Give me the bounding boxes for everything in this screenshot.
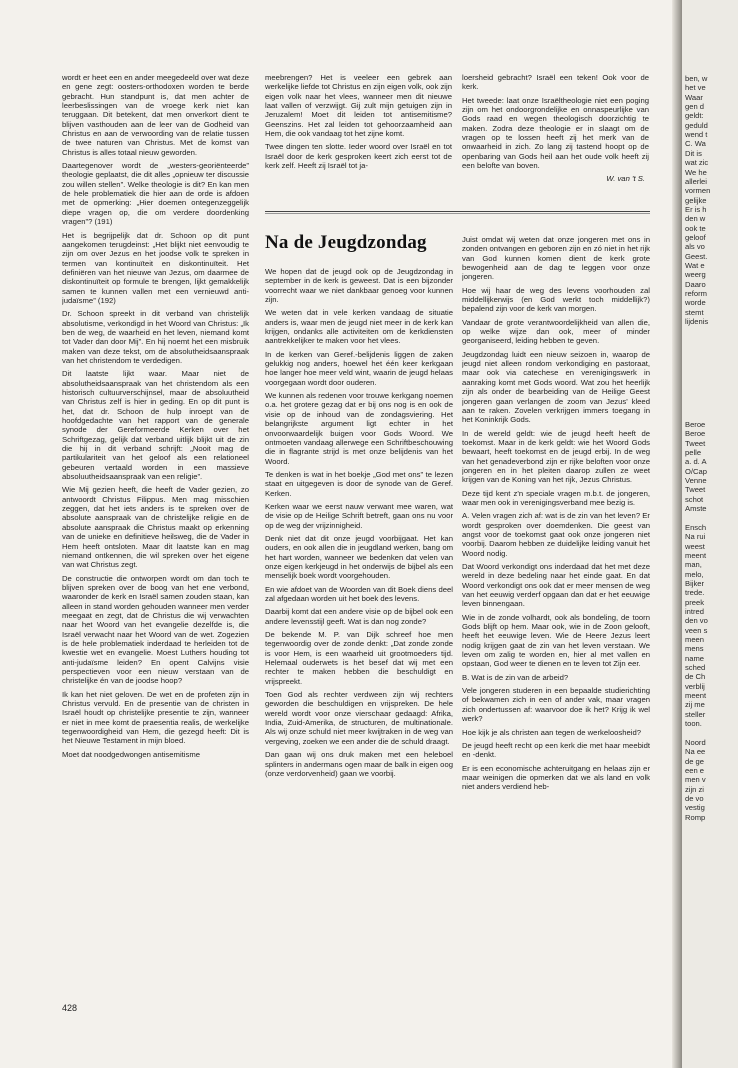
next-page-text-fragment: Tweet — [685, 485, 706, 495]
next-page-text-fragment: C. Wa — [685, 139, 706, 149]
paragraph: Wie Mij gezien heeft, die heeft de Vader gezien, zo antwoordt Christus Filippus. Men mag misschien zeggen, dat het iets anders is te spreken over de absolute aanspraak van de christelijke religie en de absolute aanspraak die Christus maakt op erkenning van de unieke en definitieve heilsweg, die de Vader in Hem heeft ontsloten. Maar dit laatste kan en mag niemand ontkennen, die wil spreken over het eigene van wat Christus zegt. — [62, 485, 249, 570]
paragraph: Vandaar de grote verantwoordelijkheid van allen die, op welke wijze dan ook, meer of minder georganiseerd, leiding hebben te geven. — [462, 317, 650, 346]
next-page-text-fragment: verblij — [685, 681, 705, 691]
paragraph: Twee dingen ten slotte. Ieder woord over Israël en tot Israël door de kerk gesproken keert zich eerst tot de kerk zelf. Heeft zij Israël tot ja- — [265, 142, 452, 171]
paragraph: In de wereld geldt: wie de jeugd heeft heeft de toekomst. Maar in de kerk geldt: wie het Woord Gods bewaart, heeft toekomst en de jeugd erbij. In de weg van het genadeverbond zijn er rijke beloften voor onze jongeren en in het pleiten daarop zullen ze weet krijgen van de Koning van het rijk, Jezus Christus. — [462, 428, 650, 485]
paragraph: Vele jongeren studeren in een bepaalde studierichting of bekwamen zich in een of ander vak, maar vragen zich ondertussen af: waarvoor doe ik het? Krijg ik wel werk? — [462, 686, 650, 724]
next-page-text-fragment: Noord — [685, 737, 706, 747]
next-page-text-fragment: Geest. — [685, 251, 708, 261]
next-page-text-fragment: Beroe — [685, 429, 706, 439]
column-1 — [62, 73, 249, 969]
next-page-text-fragment: geduld — [685, 120, 708, 130]
author-signature: W. van 't S. — [606, 174, 645, 184]
next-page-text-fragment: Bijker — [685, 578, 704, 588]
next-page-text-fragment: vormen — [685, 186, 711, 196]
paragraph: Daartegenover wordt de „westers-georiënteerde” theologie geplaatst, die dit alles „opnieuw ter discussie zou willen stellen”. Welke theologie is dit? En kan men de hele problematiek die hier aan de orde is afdoen met de opmerking: „Hier doemen ontegenzeggelijk diepe vragen op, die om verdere doordenking vragen”? (191) — [62, 161, 249, 227]
paragraph: Hoe kijk je als christen aan tegen de werkeloosheid? — [462, 727, 642, 737]
paragraph: Het tweede: laat onze Israëltheologie niet een poging zijn om het ondoorgrondelijke en onnaspeurlijke van Gods raad en wegen theologisch doorzichtig te maken. Zodra deze theologie er in slaagt om de vragen op te lossen heeft zij het merk van de onwaarheid in zich. Zo lang zij tastend hoopt op de openbaring van Gods heil aan het oude volk heeft zij een belofte van boven. — [462, 95, 649, 171]
next-page-text-fragment: Dit is — [685, 148, 702, 158]
next-page-text-fragment: ook te — [685, 223, 706, 233]
paragraph: Er is een economische achteruitgang en helaas zijn er maar weinigen die opmerken dat we als land en volk niet anders verdiend heb- — [462, 763, 650, 792]
paragraph: Hoe wij haar de weg des levens voorhouden zal middellijkerwijs (en God werkt toch middellijk?) bepalend zijn voor de kerk van morgen. — [462, 285, 650, 314]
next-page-text-fragment: Ensch — [685, 522, 707, 532]
next-page-text-fragment: het ve — [685, 83, 706, 93]
paragraph: Moet dat noodgedwongen antisemitisme — [62, 749, 201, 759]
next-page-text-fragment: Beroe — [685, 419, 706, 429]
next-page-text-fragment: stemt — [685, 307, 704, 317]
next-page-text-fragment: trede. — [685, 588, 705, 598]
next-page-text-fragment: Romp — [685, 812, 706, 822]
paragraph: We kunnen als redenen voor trouwe kerkgang noemen o.a. het grotere gezag dat er bij ons nog is en ook de visie op de inhoud van de zondagsviering. Het belangrijkste argument ligt echter in het onvoorwaardelijk buigen voor Gods Woord. We ontmoeten vandaag allerwege een Schriftbeschouwing die in flagrante strijd is met onze belijdenis van het Woord. — [265, 391, 453, 466]
next-page-text-fragment: a. d. A — [685, 457, 707, 467]
next-page-text-fragment: lijdenis — [685, 317, 709, 327]
next-page-text-fragment: als vo — [685, 242, 705, 252]
next-page-text-fragment: Wat e — [685, 261, 705, 270]
paragraph: wordt er heet een en ander meegedeeld over wat deze en gene zegt: oosters-orthodoxen worden te berde gebracht. Hun standpunt is, dat men achter de leerbeslissingen van de vroege kerk niet kan teruggaan. Dit betekent, dat men onverkort dient te blijven vasthouden aan de leer van de Godheid van Christus en aan de verwoording van de relatie tussen de twee naturen van Christus. Met de komst van Christus is alles totaal nieuw geworden. — [62, 73, 249, 157]
next-page-text-fragment: veen s — [685, 625, 708, 635]
section-divider-thin — [265, 213, 650, 214]
next-page-text-fragment: Na rui — [685, 532, 706, 542]
paragraph: A. Velen vragen zich af: wat is de zin van het leven? Er wordt gesproken over doemdenken. Die geest van angst voor de toekomst gaat ook onze jongeren niet voorbij. Daarom hebben ze duidelijke leiding vanuit het Woord nodig. — [462, 511, 650, 558]
next-page-text-fragment: reform — [685, 289, 707, 299]
next-page-text-fragment: allerlei — [685, 176, 707, 186]
next-page-text-fragment: intred — [685, 606, 704, 616]
next-page-text-fragment: meen — [685, 635, 704, 644]
next-page-text-fragment: Daaro — [685, 279, 706, 289]
paragraph: We hopen dat de jeugd ook op de Jeugdzondag in september in de kerk is geweest. Dat is een bijzonder voorrecht waar we niet dankbaar genoeg voor kunnen zijn. — [265, 267, 453, 305]
next-page-text-fragment: melo, — [685, 569, 704, 579]
paragraph: Jeugdzondag luidt een nieuw seizoen in, waarop de jeugd niet alleen rondom verkondiging en pastoraat, maar ook via catechese en verenigingswerk in aanraking komt met Gods woord. Wat zou het heerlijk zijn als onder de bearbeiding van de Heilige Geest jongeren gaan verlangen de zoom van Jezus' kleed aan te raken. Zovelen verkrijgen immers toegang in het Koninkrijk Gods. — [462, 349, 650, 425]
section-divider — [265, 211, 650, 212]
next-page-text-fragment: gen d — [685, 102, 705, 112]
next-page-text-fragment: geloof — [685, 232, 706, 242]
paragraph: Dit laatste lijkt waar. Maar niet de absolutheidsaanspraak van het christendom als een historisch cultuurverschijnsel, maar de absoluutheid van Christus zelf is hier in geding. En op dit punt is het, dat dr. Schoon de hulp inroept van de hoofdgedachte van het rapport van de generale synode der Gereformeerde Kerken over het Schriftgezag, gelijk dat verband uitlijk blijkt uit de zin die hij in dit verband schrijft: „Nooit mag de partikulariteit van het geloof als een relationeel gebeuren vertaald worden in een massieve absoluutheidsaanspraak van een religie”. — [62, 369, 249, 482]
next-page-text-fragment: men v — [685, 775, 706, 785]
next-page-text-fragment: den vo — [685, 616, 708, 626]
column-2-article — [265, 267, 453, 979]
next-page-text-fragment: steller — [685, 709, 706, 719]
next-page-text-fragment: den w — [685, 214, 706, 224]
next-page-text-fragment: gelijke — [685, 195, 707, 205]
next-page-text-fragment: de Ch — [685, 672, 706, 682]
column-3-top — [462, 73, 649, 188]
paragraph: Deze tijd kent z'n speciale vragen m.b.t. de jongeren, waar men ook in verenigingsverband mee bezig is. — [462, 488, 650, 507]
paragraph: Wie in de zonde volhardt, ook als bondeling, de toorn Gods blijft op hem. Maar ook, wie in de Zoon gelooft, heeft het eeuwige leven. Wie de Heere Jezus leert nodig krijgen gaat de zin van het leven verstaan. We leven om zalig te worden en, hier al met vallen en opstaan, God weer te dienen en te leven tot Zijn eer. — [462, 612, 650, 669]
paragraph: Dr. Schoon spreekt in dit verband van christelijk absolutisme, verkondigd in het Woord van Christus: „Ik ben de weg, de waarheid en het leven, niemand komt tot Vader dan door Mij”. En hij noemt het een misbruik maken van deze tekst, om de absolutheidsaanspraak van het christendom te verdedigen. — [62, 309, 249, 365]
paragraph: De bekende M. P. van Dijk schreef hoe men tegenwoordig over de zonde denkt: „Dat zonde zonde is voor Hem, is een waarheid uit grootmoeders tijd. Helemaal ouderwets is het besef dat wij met een rechter te maken hebben die beschuldigt en vrijspreekt. — [265, 630, 453, 686]
next-page-text-fragment: de vo — [685, 793, 704, 803]
next-page-text-fragment: worde — [685, 298, 706, 308]
next-page-text-fragment: O/Cap — [685, 466, 707, 476]
next-page-text-fragment: een e — [685, 765, 705, 775]
next-page-text-fragment: wat zic — [685, 158, 709, 168]
column-2-top — [265, 73, 452, 188]
next-page-text-fragment: vestig — [685, 803, 705, 813]
paragraph: De constructie die ontworpen wordt om dan toch te blijven spreken over de boog van het ene verbond, waaronder de kerk en Israël samen zouden staan, kan alleen in stand worden gehouden wanneer men verder meegaat en zegt, dat de Christus die wij verwachten naar het Woord van het evangelie dezelfde is, die Israël verwacht naar het Woord van de wet. Zogezien is de hele problematiek inderdaad te herleiden tot de kwestie wet en evangelie. Moest Luthers houding tot anti-judaïsme leiden? En opent Calvijns visie perspectieven voor een nieuw verstaan van de christelijke én van de joodse hoop? — [62, 573, 249, 686]
paragraph: B. Wat is de zin van de arbeid? — [462, 672, 569, 682]
next-page-text-fragment: Venne — [685, 476, 707, 486]
next-page-text-fragment: weest — [685, 541, 705, 551]
next-page-text-fragment: We he — [685, 167, 707, 177]
next-page-text-fragment: weerg — [685, 270, 706, 280]
paragraph: Dan gaan wij ons druk maken met een heleboel splinters in andermans ogen maar de balk in eigen oog (onze verdorvenheid) gaan we voorbij. — [265, 750, 453, 778]
next-page-text-fragment: toon. — [685, 719, 702, 729]
next-page-text-fragment: sched — [685, 663, 706, 673]
column-3-article — [462, 235, 650, 979]
next-page-text-fragment: Er is h — [685, 204, 707, 214]
next-page-text-fragment: preek — [685, 597, 704, 607]
next-page-text-fragment: meent — [685, 550, 707, 560]
paragraph: In de kerken van Geref.-belijdenis liggen de zaken gelukkig nog anders, hoewel het één keer kerkgaan hoe langer hoe meer veld wint, waarin de jeugd helaas voorgegaan wordt door ouderen. — [265, 349, 453, 387]
next-page-text-fragment: man, — [685, 560, 702, 570]
next-page-text-fragment: Waar — [685, 92, 703, 102]
paragraph: De jeugd heeft recht op een kerk die met haar meebidt en -denkt. — [462, 740, 650, 760]
next-page-text-fragment: Amste — [685, 504, 707, 514]
next-page-text-fragment: ben, w — [685, 74, 708, 83]
next-page-edge — [682, 0, 738, 1068]
paragraph: Het is begrijpelijk dat dr. Schoon op dit punt aangekomen terugdeinst: „Het blijkt niet eenvoudig te zijn om over Jezus en het joodse volk te spreken in termen van kontinuïteit en diskontinuïteit. Het definiëren van het nieuwe van Jezus, om daarmee de diskontinuïteit op formule te brengen, lijkt gemakkelijk samen te kunnen vallen met een vernieuwd anti-judaïsme” (192) — [62, 230, 249, 305]
next-page-text-fragment: pelle — [685, 448, 702, 457]
next-page-text-fragment: name — [685, 653, 704, 663]
next-page-text-fragment: de ge — [685, 756, 705, 766]
paragraph: Te denken is wat in het boekje „God met ons” te lezen staat en uitgegeven is door de synode van de Geref. Kerken. — [265, 469, 453, 498]
paragraph: Kerken waar we eerst nauw verwant mee waren, wat de visie op de Heilige Schrift betreft, gaan ons nu voor op de weg der vrijzinnigheid. — [265, 501, 453, 530]
paragraph: We weten dat in vele kerken vandaag de situatie anders is, waar men de jeugd niet meer in de kerk kan krijgen, ondanks alle activiteiten om de kerkdiensten aantrekkelijker te maken voor het vlees. — [265, 308, 453, 346]
next-page-text-fragment: Tweet — [685, 438, 706, 448]
next-page-text-fragment: zijn zi — [685, 784, 704, 794]
next-page-text-fragment: zij me — [685, 700, 705, 710]
paragraph: Juist omdat wij weten dat onze jongeren met ons in zonden ontvangen en geboren zijn en zó niet in het rijk van God kunnen komen dient de kerk grote bewogenheid aan de dag te leggen voor onze jongeren. — [462, 235, 650, 282]
book-gutter — [672, 0, 682, 1068]
next-page-text-fragment: meent — [685, 691, 707, 701]
paragraph: En wie afdoet van de Woorden van dit Boek diens deel zal afgedaan worden uit het boek des levens. — [265, 584, 453, 603]
next-page-text-fragment: schot — [685, 494, 704, 504]
article-title: Na de Jeugdzondag — [265, 232, 427, 253]
paragraph: meebrengen? Het is veeleer een gebrek aan werkelijke liefde tot Christus en zijn eigen volk, ook zijn eigen volk naar het vlees, wanneer men dit nieuwe laat vallen of verzwijgt. Gij zult mijn getuigen zijn in Jeruzalem! Moet dit leiden tot antisemitisme? Geenszins. Het zal leiden tot gehoorzaamheid aan Hem, die ook vandaag tot het zijne komt. — [265, 73, 452, 139]
paragraph: Dat Woord verkondigt ons inderdaad dat het met deze wereld in deze bedeling naar het einde gaat. En dat Woord verkondigt ons ook dat er meer mensen de weg van het eeuwig verderf opgaan dan dat er het eeuwige leven binnengaan. — [462, 562, 650, 609]
page-number: 428 — [62, 1003, 78, 1013]
paragraph: Ik kan het niet geloven. De wet en de profeten zijn in Christus vervuld. En de presentie van de christen in Israël houdt op christelijke presentie te zijn, wanneer er niet in mee komt de praesentia realis, de werkelijke tegenwoordigheid van Hem, die gezegd heeft: Dit is het Nieuwe Testament in mijn bloed. — [62, 689, 249, 746]
paragraph: Daarbij komt dat een andere visie op de bijbel ook een andere levensstijl geeft. Wat is dan nog zonde? — [265, 607, 453, 626]
next-page-text-fragment: mens — [685, 644, 704, 654]
next-page-text-fragment: Na ee — [685, 747, 706, 757]
next-page-text-fragment: geldt: — [685, 111, 704, 121]
paragraph: loersheid gebracht? Israël een teken! Ook voor de kerk. — [462, 73, 649, 92]
paragraph: Denk niet dat dit onze jeugd voorbijgaat. Het kan ouders, en ook allen die in jeugdland werken, bang om het hart worden, wanneer we bedenken dat velen van onze eigen kerkjeugd in het onderwijs de bijbel als een menselijk boek wordt voorgehouden. — [265, 533, 453, 581]
paragraph: Toen God als rechter verdween zijn wij rechters geworden die beschuldigen en vrijspreken. De hele wereld wordt voor onze vierschaar gedaagd: Afrika, India, Zuid-Amerika, de structuren, de multinationale. Als wij onze schuld niet meer kwijtraken in de weg van vergeving, zoeken we een ander die de schuld draagt. — [265, 690, 453, 746]
next-page-text-fragment: wend t — [685, 130, 708, 140]
